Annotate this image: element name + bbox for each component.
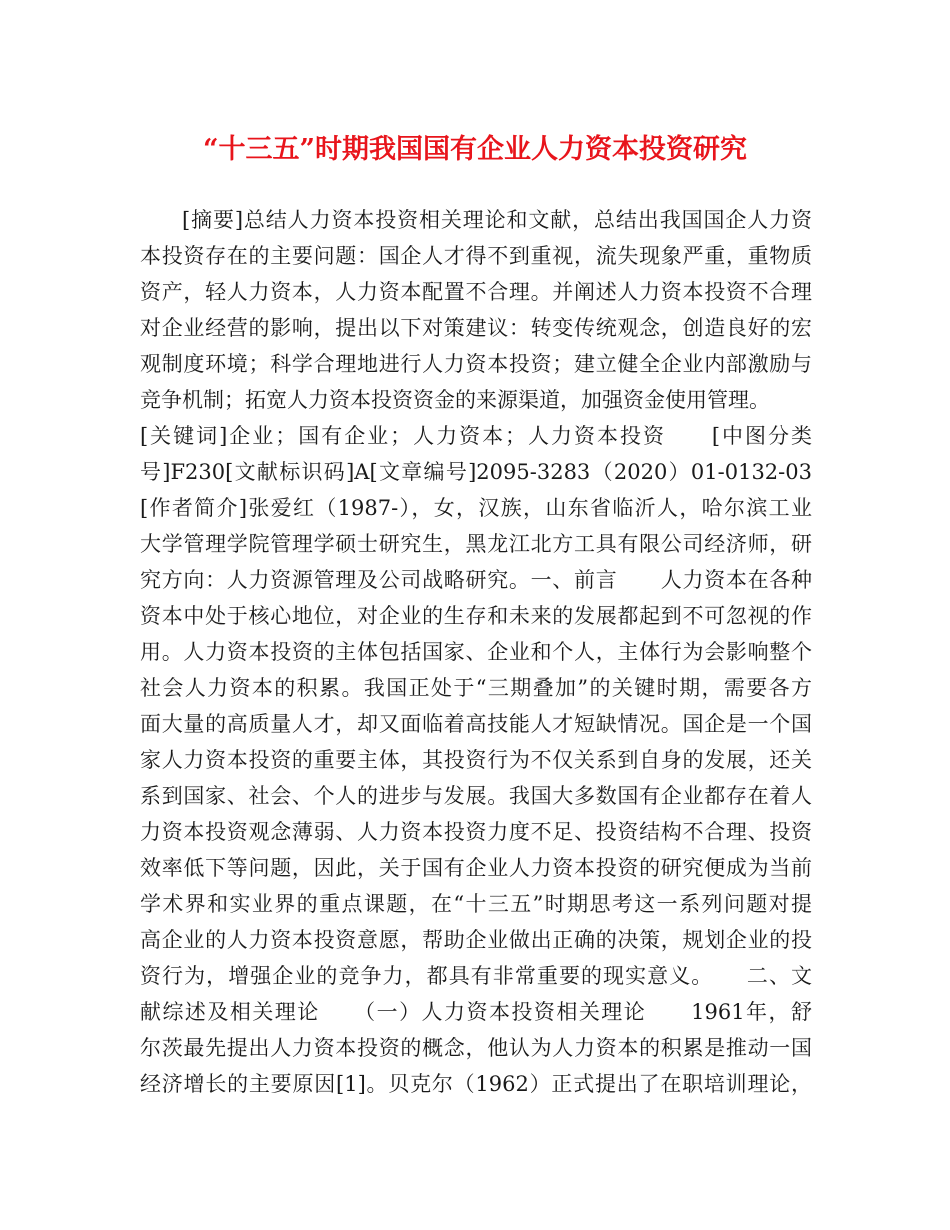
body-line: 对企业经营的影响，提出以下对策建议：转变传统观念，创造良好的宏 <box>140 316 812 340</box>
body-line: 号]F230[文献标识码]A[文章编号]2095-3283（2020）01-0132-03 <box>140 460 812 484</box>
document-title: “十三五”时期我国国有企业人力资本投资研究 <box>202 134 748 165</box>
body-line: 资本中处于核心地位，对企业的生存和未来的发展都起到不可忽视的作 <box>140 604 812 628</box>
body-line: 高企业的人力资本投资意愿，帮助企业做出正确的决策，规划企业的投 <box>140 928 812 952</box>
document-body <box>140 202 812 1102</box>
body-line: 本投资存在的主要问题：国企人才得不到重视，流失现象严重，重物质 <box>140 244 812 268</box>
body-line: 竞争机制；拓宽人力资本投资资金的来源渠道，加强资金使用管理。 <box>140 388 770 412</box>
body-line: 大学管理学院管理学硕士研究生，黑龙江北方工具有限公司经济师，研 <box>140 532 812 556</box>
body-line: 效率低下等问题，因此，关于国有企业人力资本投资的研究便成为当前 <box>140 856 812 880</box>
body-line: 经济增长的主要原因[1]。贝克尔（1962）正式提出了在职培训理论， <box>140 1072 812 1096</box>
body-line: 力资本投资观念薄弱、人力资本投资力度不足、投资结构不合理、投资 <box>140 820 812 844</box>
body-line: 尔茨最先提出人力资本投资的概念，他认为人力资本的积累是推动一国 <box>140 1036 812 1060</box>
body-line: 系到国家、社会、个人的进步与发展。我国大多数国有企业都存在着人 <box>140 784 812 808</box>
body-line: [关键词]企业；国有企业；人力资本；人力资本投资 [中图分类 <box>140 424 812 448</box>
body-line: 学术界和实业界的重点课题，在“十三五”时期思考这一系列问题对提 <box>140 892 812 916</box>
body-line: 面大量的高质量人才，却又面临着高技能人才短缺情况。国企是一个国 <box>140 712 812 736</box>
body-line: 用。人力资本投资的主体包括国家、企业和个人，主体行为会影响整个 <box>140 640 812 664</box>
body-line: 观制度环境；科学合理地进行人力资本投资；建立健全企业内部激励与 <box>140 352 812 376</box>
body-line: [作者简介]张爱红（1987-），女，汉族，山东省临沂人，哈尔滨工业 <box>140 496 812 520</box>
body-line: [摘要]总结人力资本投资相关理论和文献，总结出我国国企人力资 <box>182 208 812 232</box>
body-line: 究方向：人力资源管理及公司战略研究。一、前言 人力资本在各种 <box>140 568 812 592</box>
body-line: 资产，轻人力资本，人力资本配置不合理。并阐述人力资本投资不合理 <box>140 280 812 304</box>
body-line: 社会人力资本的积累。我国正处于“三期叠加”的关键时期，需要各方 <box>140 676 812 700</box>
body-line: 家人力资本投资的重要主体，其投资行为不仅关系到自身的发展，还关 <box>140 748 812 772</box>
body-line: 资行为，增强企业的竞争力，都具有非常重要的现实意义。 二、文 <box>140 964 812 988</box>
body-line: 献综述及相关理论 （一）人力资本投资相关理论 1961年，舒 <box>140 1000 812 1024</box>
